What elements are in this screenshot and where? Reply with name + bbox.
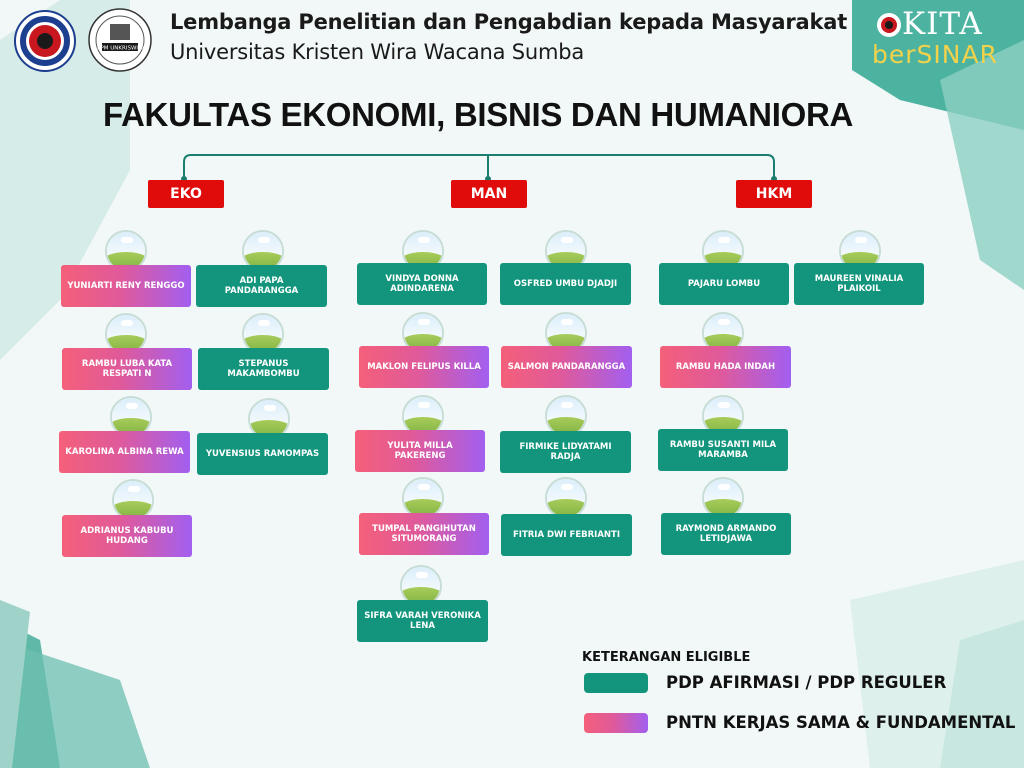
member-name: RAMBU LUBA KATA RESPATI N xyxy=(81,359,173,379)
member-card xyxy=(501,346,632,388)
member-name: MAKLON FELIPUS KILLA xyxy=(367,362,481,372)
dept-hkm: HKM xyxy=(736,180,812,208)
lppm-logo-text: LPPM UNKRISWINA xyxy=(94,45,146,52)
member-card xyxy=(661,513,791,555)
member-card xyxy=(197,433,328,475)
member-name: ADRIANUS KABUBU HUDANG xyxy=(80,526,174,546)
member-name: ADI PAPA PANDARANGGA xyxy=(224,276,299,296)
member-card xyxy=(501,514,632,556)
member-card xyxy=(500,431,631,473)
member-name: VINDYA DONNA ADINDARENA xyxy=(385,274,459,294)
dept-man: MAN xyxy=(451,180,527,208)
member-card xyxy=(196,265,327,307)
member-name: YUVENSIUS RAMOMPAS xyxy=(205,449,320,459)
legend-label-teal: PDP AFIRMASI / PDP REGULER xyxy=(666,673,947,692)
member-name: STEPANUS MAKAMBOMBU xyxy=(227,359,300,379)
legend-title: KETERANGAN ELIGIBLE xyxy=(582,650,751,665)
brand-main-text: KITA xyxy=(902,6,983,42)
member-card xyxy=(658,429,788,471)
member-name: KAROLINA ALBINA REWA xyxy=(65,447,184,457)
member-card xyxy=(62,515,192,557)
member-card xyxy=(359,513,489,555)
member-name: SALMON PANDARANGGA xyxy=(507,362,626,372)
university-name: Universitas Kristen Wira Wacana Sumba xyxy=(170,40,585,64)
member-name: RAMBU HADA INDAH xyxy=(675,362,776,372)
member-card xyxy=(359,346,489,388)
member-name: FITRIA DWI FEBRIANTI xyxy=(512,530,621,540)
legend-swatch-teal xyxy=(584,673,648,693)
member-name: YULITA MILLA PAKERENG xyxy=(387,441,453,461)
member-name: TUMPAL PANGIHUTAN SITUMORANG xyxy=(372,524,476,544)
member-card xyxy=(660,346,791,388)
member-name: YUNIARTI RENY RENGGO xyxy=(67,281,185,291)
member-card xyxy=(500,263,631,305)
member-card xyxy=(357,600,488,642)
member-card xyxy=(355,430,485,472)
member-card xyxy=(659,263,789,305)
member-card xyxy=(62,348,192,390)
member-name: MAUREEN VINALIA PLAIKOIL xyxy=(814,274,904,294)
dept-eko: EKO xyxy=(148,180,224,208)
legend-swatch-gradient xyxy=(584,713,648,733)
member-card xyxy=(59,431,190,473)
member-card xyxy=(61,265,191,307)
member-name: FIRMIKE LIDYATAMI RADJA xyxy=(519,442,612,462)
member-photo xyxy=(545,477,587,519)
member-card xyxy=(357,263,487,305)
member-name: OSFRED UMBU DJADJI xyxy=(513,279,618,289)
member-name: RAMBU SUSANTI MILA MARAMBA xyxy=(669,440,777,460)
member-name: SIFRA VARAH VERONIKA LENA xyxy=(364,611,481,631)
org-name: Lembanga Penelitian dan Pengabdian kepada Masyarakat xyxy=(170,10,848,34)
legend-label-gradient: PNTN KERJAS SAMA & FUNDAMENTAL xyxy=(666,713,1016,732)
member-name: RAYMOND ARMANDO LETIDJAWA xyxy=(675,524,777,544)
member-card xyxy=(198,348,329,390)
brand-sub-text: berSINAR xyxy=(872,40,998,69)
member-name: PAJARU LOMBU xyxy=(687,279,761,289)
member-card xyxy=(794,263,924,305)
faculty-title: FAKULTAS EKONOMI, BISNIS DAN HUMANIORA xyxy=(102,96,854,133)
